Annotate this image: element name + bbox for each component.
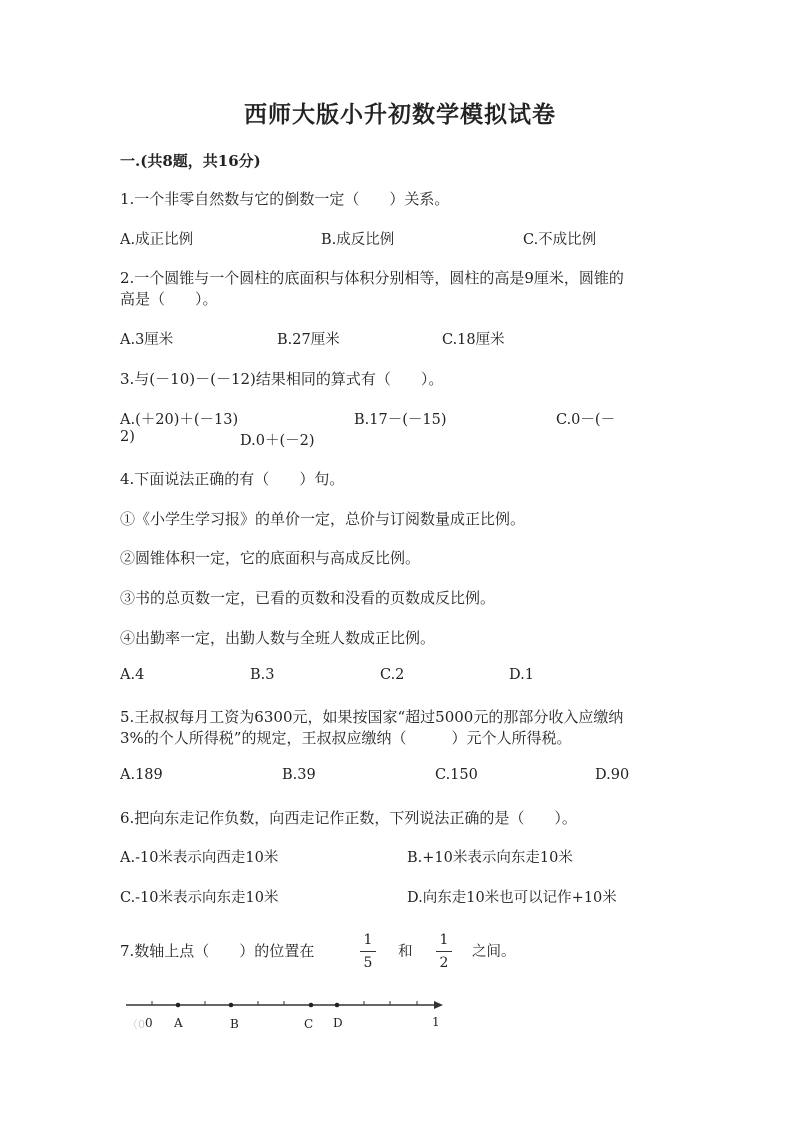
q4-statement-2: ②圆锥体积一定，它的底面积与高成反比例。 <box>120 549 421 567</box>
q4-option-a: A.4 <box>120 667 145 683</box>
number-line-arrow <box>434 1001 443 1009</box>
point-b-dot <box>229 1003 234 1008</box>
q5-option-b: B.39 <box>282 767 316 783</box>
q1-option-b: B.成反比例 <box>321 232 395 248</box>
q1-option-c: C.不成比例 <box>523 232 597 248</box>
question-6-stem: 6.把向东走记作负数，向西走记作正数，下列说法正确的是（ ）。 <box>120 809 577 827</box>
q3-option-a: A.(＋20)＋(－13) <box>120 412 239 428</box>
question-7-stem-post: 之间。 <box>472 944 516 960</box>
fraction-one-fifth <box>360 932 376 971</box>
section-heading: 一.(共8题，共16分) <box>120 152 261 170</box>
fraction-2-bar <box>436 951 452 952</box>
number-line-label-a: A <box>174 1016 183 1030</box>
point-c-dot <box>309 1003 314 1008</box>
q6-option-c: C.-10米表示向东走10米 <box>120 890 279 906</box>
q4-statement-1: ①《小学生学习报》的单价一定，总价与订阅数量成正比例。 <box>120 510 526 528</box>
fraction-1-numerator: 1 <box>363 932 373 948</box>
number-line-label-0: 0 <box>145 1016 153 1030</box>
q2-option-c: C.18厘米 <box>442 332 505 348</box>
q3-option-d: D.0＋(－2) <box>240 433 315 449</box>
question-2-stem-line2: 高是（ ）。 <box>120 290 218 308</box>
q6-option-a: A.-10米表示向西走10米 <box>120 850 279 866</box>
q4-statement-3: ③书的总页数一定，已看的页数和没看的页数成反比例。 <box>120 589 496 607</box>
number-line-label-1: 1 <box>432 1015 440 1029</box>
q1-option-a: A.成正比例 <box>120 232 194 248</box>
q5-option-a: A.189 <box>120 767 163 783</box>
fraction-2-denominator: 2 <box>439 955 449 971</box>
q3-option-c-part2: 2) <box>120 429 135 445</box>
q5-option-c: C.150 <box>435 767 478 783</box>
question-5-stem-line1: 5.王叔叔每月工资为6300元，如果按国家“超过5000元的那部分收入应缴纳 <box>120 708 624 726</box>
question-3-stem: 3.与(－10)－(－12)结果相同的算式有（ ）。 <box>120 370 444 388</box>
fraction-1-bar <box>360 951 376 952</box>
number-line-stray-mark: （0 <box>127 1018 145 1031</box>
question-4-stem: 4.下面说法正确的有（ ）句。 <box>120 470 345 488</box>
point-a-dot <box>176 1003 181 1008</box>
fraction-1-denominator: 5 <box>363 955 373 971</box>
q6-option-d: D.向东走10米也可以记作+10米 <box>407 890 617 906</box>
q4-option-b: B.3 <box>250 667 275 683</box>
number-line-label-d: D <box>333 1016 343 1030</box>
q3-option-c-part1: C.0－(－ <box>556 412 616 428</box>
q3-option-b: B.17－(－15) <box>354 412 447 428</box>
fraction-one-half <box>436 932 452 971</box>
q4-option-c: C.2 <box>380 667 405 683</box>
question-2-stem-line1: 2.一个圆锥与一个圆柱的底面积与体积分别相等，圆柱的高是9厘米，圆锥的 <box>120 269 624 287</box>
q4-option-d: D.1 <box>509 667 534 683</box>
question-5-stem-line2: 3%的个人所得税”的规定，王叔叔应缴纳（ ）元个人所得税。 <box>120 729 572 747</box>
fraction-2-numerator: 1 <box>439 932 449 948</box>
question-7-and: 和 <box>398 944 413 960</box>
question-1-stem: 1.一个非零自然数与它的倒数一定（ ）关系。 <box>120 190 450 208</box>
page-title: 西师大版小升初数学模拟试卷 <box>244 101 556 128</box>
number-line-label-c: C <box>304 1017 314 1031</box>
question-7-stem-pre: 7.数轴上点（ ）的位置在 <box>120 942 315 960</box>
q2-option-b: B.27厘米 <box>277 332 340 348</box>
q6-option-b: B.+10米表示向东走10米 <box>407 850 573 866</box>
q5-option-d: D.90 <box>595 767 630 783</box>
number-line-label-b: B <box>230 1017 239 1031</box>
number-line <box>0 990 800 1030</box>
q4-statement-4: ④出勤率一定，出勤人数与全班人数成正比例。 <box>120 629 436 647</box>
q2-option-a: A.3厘米 <box>120 332 174 348</box>
point-d-dot <box>335 1003 340 1008</box>
